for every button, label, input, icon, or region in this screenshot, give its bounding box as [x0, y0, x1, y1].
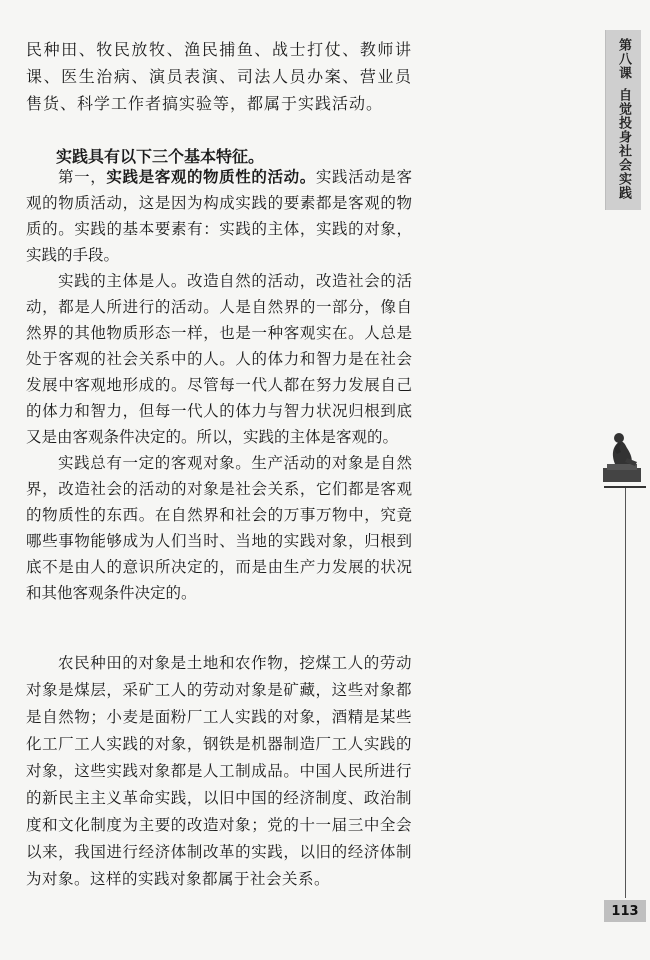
paragraph-1-emphasis: 实践是客观的物质性的活动。: [106, 168, 316, 186]
paragraph-1: [26, 164, 412, 268]
paragraph-3: 实践总有一定的客观对象。生产活动的对象是自然界，改造社会的活动的对象是社会关系，它们都是客观的物质性的东西。在自然界和社会的万事万物中，究竟哪些事物能够成为人们当时、当地的实践对象，归根到底不是由人的意识所决定的，而是由生产力发展的状况和其他客观条件决定的。: [26, 454, 412, 602]
paragraph-2: 实践的主体是人。改造自然的活动，改造社会的活动，都是人所进行的活动。人是自然界的一部分，像自然界的其他物质形态一样，也是一种客观实在。人总是处于客观的社会关系中的人。人的体力和智力是在社会发展中客观地形成的。尽管每一代人都在努力发展自己的体力和智力，但每一代人的体力与智力状况归根到底又是由客观条件决定的。所以，实践的主体是客观的。: [26, 272, 412, 446]
example-text: 农民种田的对象是土地和农作物，挖煤工人的劳动对象是煤层，采矿工人的劳动对象是矿藏，这些对象都是自然物；小麦是面粉厂工人实践的对象，酒精是某些化工厂工人实践的对象，钢铁是机器制造厂工人实践的对象，这些实践对象都是人工制成品。中国人民所进行的新民主主义革命实践，以旧中国的经济制度、政治制度和文化制度为主要的改造对象；党的十一届三中全会以来，我国进行经济体制改革的实践，以旧的经济体制为对象。这样的实践对象都属于社会关系。: [26, 654, 412, 888]
thinker-statue-icon: [597, 424, 647, 484]
page-number: 113: [604, 900, 646, 922]
section-heading: 实践具有以下三个基本特征。: [56, 147, 265, 166]
lesson-title: 自觉投身社会实践: [616, 88, 631, 200]
paragraph-1-lead: 第一，: [58, 168, 107, 186]
example-box: [26, 650, 412, 893]
paragraph-1-rest: 实践活动是客观的物质活动，这是因为构成实践的要素都是客观的物质的。实践的基本要素有：实践的主体，实践的对象，实践的手段。: [26, 168, 412, 264]
intro-paragraph: [26, 36, 412, 117]
main-body: [26, 164, 412, 606]
margin-rule-vertical: [625, 488, 626, 898]
chapter-side-tab: [605, 30, 641, 210]
lesson-label: 第八课: [616, 38, 631, 80]
intro-text: 民种田、牧民放牧、渔民捕鱼、战士打仗、教师讲课、医生治病、演员表演、司法人员办案、营业员售货、科学工作者搞实验等，都属于实践活动。: [26, 40, 412, 113]
